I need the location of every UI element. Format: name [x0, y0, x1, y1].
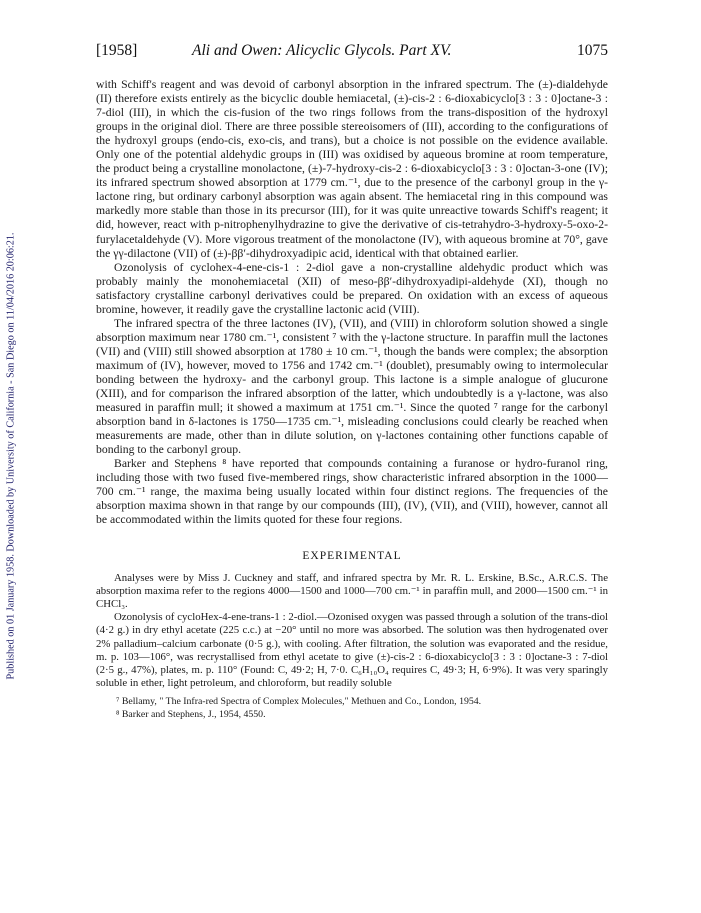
footnote-7: ⁷ Bellamy, " The Infra-red Spectra of Complex Molecules," Methuen and Co., London, 1954. [116, 696, 482, 708]
journal-page [96, 42, 608, 722]
header-title: Ali and Owen: Alicyclic Glycols. Part XV. [192, 42, 452, 59]
page-number: 1075 [577, 42, 608, 59]
footnote-8: ⁸ Barker and Stephens, J., 1954, 4550. [116, 708, 266, 720]
download-watermark [0, 0, 22, 913]
footnotes [96, 696, 608, 721]
download-watermark-text: Published on 01 January 1958. Downloaded by University of California - San Diego on 11/04/2016 20:06:21. [5, 232, 17, 680]
experimental-paragraph-1: Analyses were by Miss J. Cuckney and staff, and infrared spectra by Mr. R. L. Erskine, B.Sc., A.R.C.S. The absorption maxima refer to the regions 4000—1500 and 1000—700 cm.⁻¹ in paraffin mull, and 2000—1500 cm.⁻¹ in CHCl₃. [96, 571, 608, 610]
section-heading: EXPERIMENTAL [302, 549, 402, 562]
running-header [96, 42, 608, 64]
paragraph-2: Ozonolysis of cyclohex-4-ene-cis-1 : 2-diol gave a non-crystalline aldehydic product which was probably mainly the monohemiacetal (XII) of meso-ββ′-dihydroxyadipi-aldehyde (XI), though no satisfactory crystalline carbonyl derivatives could be prepared. On oxidation with an excess of aqueous bromine, however, it readily gave the crystalline lactonic acid (VIII). [96, 260, 608, 316]
paragraph-4: Barker and Stephens ⁸ have reported that compounds containing a furanose or hydro-furanol ring, including those with two fused five-membered rings, show characteristic infrared absorption in the 1000—700 cm.⁻¹ range, the maxima being usually located within four distinct regions. The frequencies of the absorption maxima shown in that range by our compounds (III), (IV), (VII), and (VIII), however, cannot all be accommodated within the limits quoted for these four regions. [96, 457, 608, 527]
paragraph-3: The infrared spectra of the three lactones (IV), (VII), and (VIII) in chloroform solution showed a single absorption maximum near 1780 cm.⁻¹, consistent ⁷ with the γ-lactone structure. In paraffin mull the lactones (VII) and (VIII) still showed absorption at 1780 ± 10 cm.⁻¹, though the bands were complex; the absorption maximum of (IV), however, moved to 1756 and 1742 cm.⁻¹ (doublet), presumably owing to intermolecular bonding between the hydroxy- and the carbonyl group. This lactone is a simple analogue of glucurone (XIII), and for comparison the infrared absorption of the latter, which undoubtedly is a γ-lactone, was also measured in paraffin mull; it showed a maximum at 1751 cm.⁻¹. Since the quoted ⁷ range for the carbonyl absorption band in δ-lactones is 1750—1735 cm.⁻¹, misleading conclusions could clearly be reached when measurements are made, other than in dilute solution, on γ-lactones containing other functions capable of bonding to the carbonyl group. [96, 316, 608, 457]
header-year: [1958] [96, 42, 138, 59]
experimental-paragraph-2: Ozonolysis of cycloHex-4-ene-trans-1 : 2-diol.—Ozonised oxygen was passed through a solution of the trans-diol (4·2 g.) in dry ethyl acetate (225 c.c.) at −20° until no more was absorbed. The solution was then hydrogenated over 2% palladium–calcium carbonate (0·5 g.), with cooling. After filtration, the solution was evaporated and the residue, m. p. 103—106°, was recrystallised from ethyl acetate to give (±)-cis-2 : 6-dioxabicyclo[3 : 3 : 0]octane-3 : 7-diol (2·5 g., 47%), plates, m. p. 110° (Found: C, 49·2; H, 7·0. C₆H₁₀O₄ requires C, 49·3; H, 6·9%). It was very sparingly soluble in ether, light petroleum, and chloroform, but readily soluble [96, 611, 608, 690]
paragraph-1: with Schiff's reagent and was devoid of carbonyl absorption in the infrared spectrum. The (±)-dialdehyde (II) therefore exists entirely as the bicyclic double hemiacetal, (±)-cis-2 : 6-dioxabicyclo[3 : 3 : 0]octane-3 : 7-diol (III), in which the cis-fusion of the two rings follows from the trans-disposition of the hydroxyl groups in the original diol. There are three possible stereoisomers of (III), according to the configurations of the hydroxyl groups (endo-cis, exo-cis, and trans), but a choice is not possible on the evidence available. Only one of the potential aldehydic groups in (III) was oxidised by aqueous bromine at room temperature, the product being a crystalline monolactone, (±)-7-hydroxy-cis-2 : 6-dioxabicyclo[3 : 3 : 0]octan-3-one (IV); its infrared spectrum showed absorption at 1779 cm.⁻¹, due to the presence of the carbonyl group in the γ-lactone ring, but ordinary carbonyl absorption was again absent. The hemiacetal ring in this compound was markedly more stable than those in its precursor (III), for it was quite unreactive towards Schiff's reagent; it did, however, react with p-nitrophenylhydrazine to give the derivative of cis-tetrahydro-3-hydroxy-5-oxo-2-furylacetaldehyde (V). More vigorous treatment of the monolactone (IV), with aqueous bromine at 70°, gave the γγ-dilactone (VII) of (±)-ββ′-dihydroxyadipic acid, identical with that obtained earlier. [96, 78, 608, 260]
experimental-section [96, 572, 608, 691]
article-body [96, 78, 608, 528]
